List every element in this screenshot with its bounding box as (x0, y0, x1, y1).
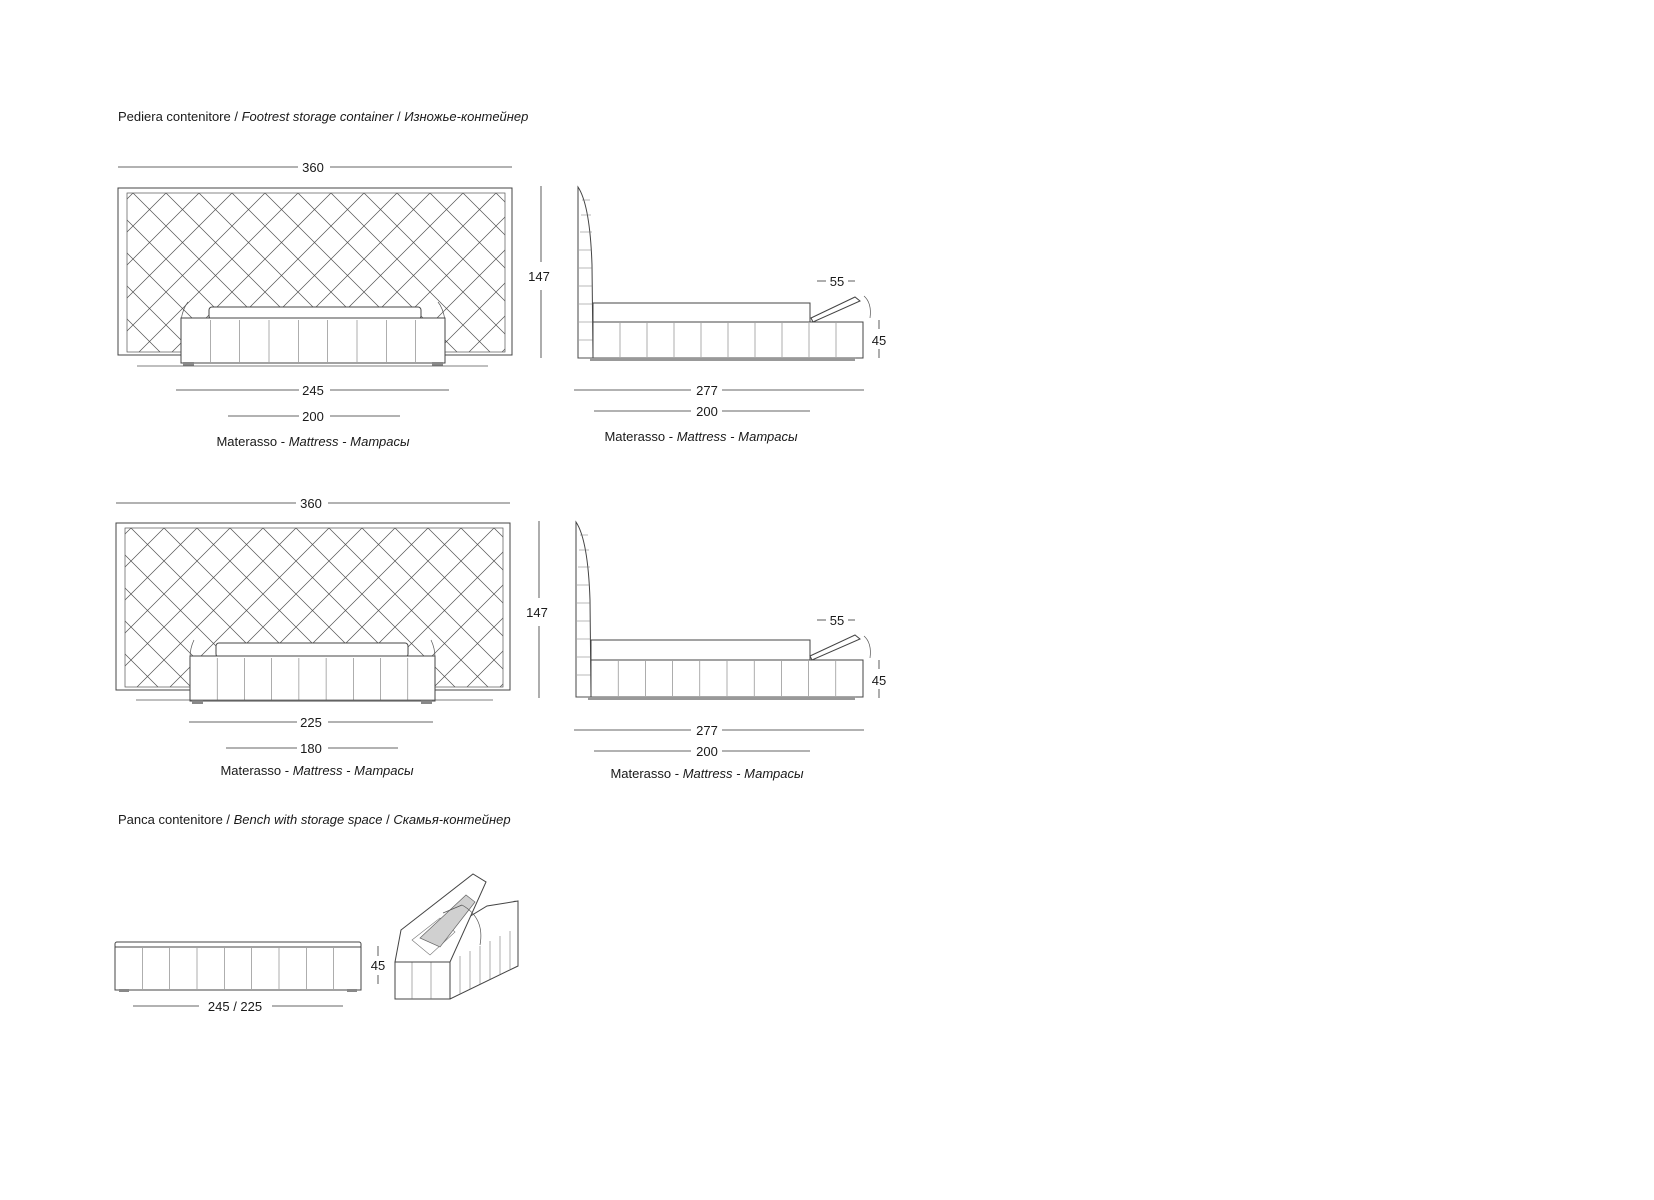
dim-length: 277 (696, 383, 718, 398)
dim-footrest-height-small: 45 (871, 673, 887, 688)
dim-bench-width: 245 / 225 (207, 999, 263, 1014)
side-view-bed-small (574, 522, 886, 781)
section-bench-title: Panca contenitore / Bench with storage space / Скамья-контейнер (118, 812, 511, 827)
dim-footrest-height: 45 (871, 333, 887, 348)
dim-height-small: 147 (526, 605, 548, 620)
dim-footrest-lift-small: 55 (829, 613, 845, 628)
mattress-caption-side: Materasso - Mattress - Матрасы (604, 429, 798, 444)
bench-perspective-view (395, 874, 518, 999)
dim-mattress-length-small: 200 (696, 744, 718, 759)
section-footrest-title: Pediera contenitore / Footrest storage container / Изножье-контейнер (118, 109, 529, 124)
dim-mattress-length: 200 (696, 404, 718, 419)
side-view-bed-large (574, 187, 886, 444)
dim-height: 147 (528, 269, 550, 284)
dim-mattress-width-small: 180 (300, 741, 322, 756)
dim-bed-width-small: 225 (300, 715, 322, 730)
dim-length-small: 277 (696, 723, 718, 738)
mattress-caption-side-small: Materasso - Mattress - Матрасы (610, 766, 804, 781)
dim-width-total: 360 (302, 160, 324, 175)
bench-front-view (115, 942, 385, 1014)
dim-bed-width: 245 (302, 383, 324, 398)
dim-width-total-small: 360 (300, 496, 322, 511)
mattress-caption: Materasso - Mattress - Матрасы (216, 434, 410, 449)
mattress-caption-small: Materasso - Mattress - Матрасы (220, 763, 414, 778)
dim-footrest-lift: 55 (829, 274, 845, 289)
dim-bench-height: 45 (370, 958, 386, 973)
dim-mattress-width: 200 (302, 409, 324, 424)
